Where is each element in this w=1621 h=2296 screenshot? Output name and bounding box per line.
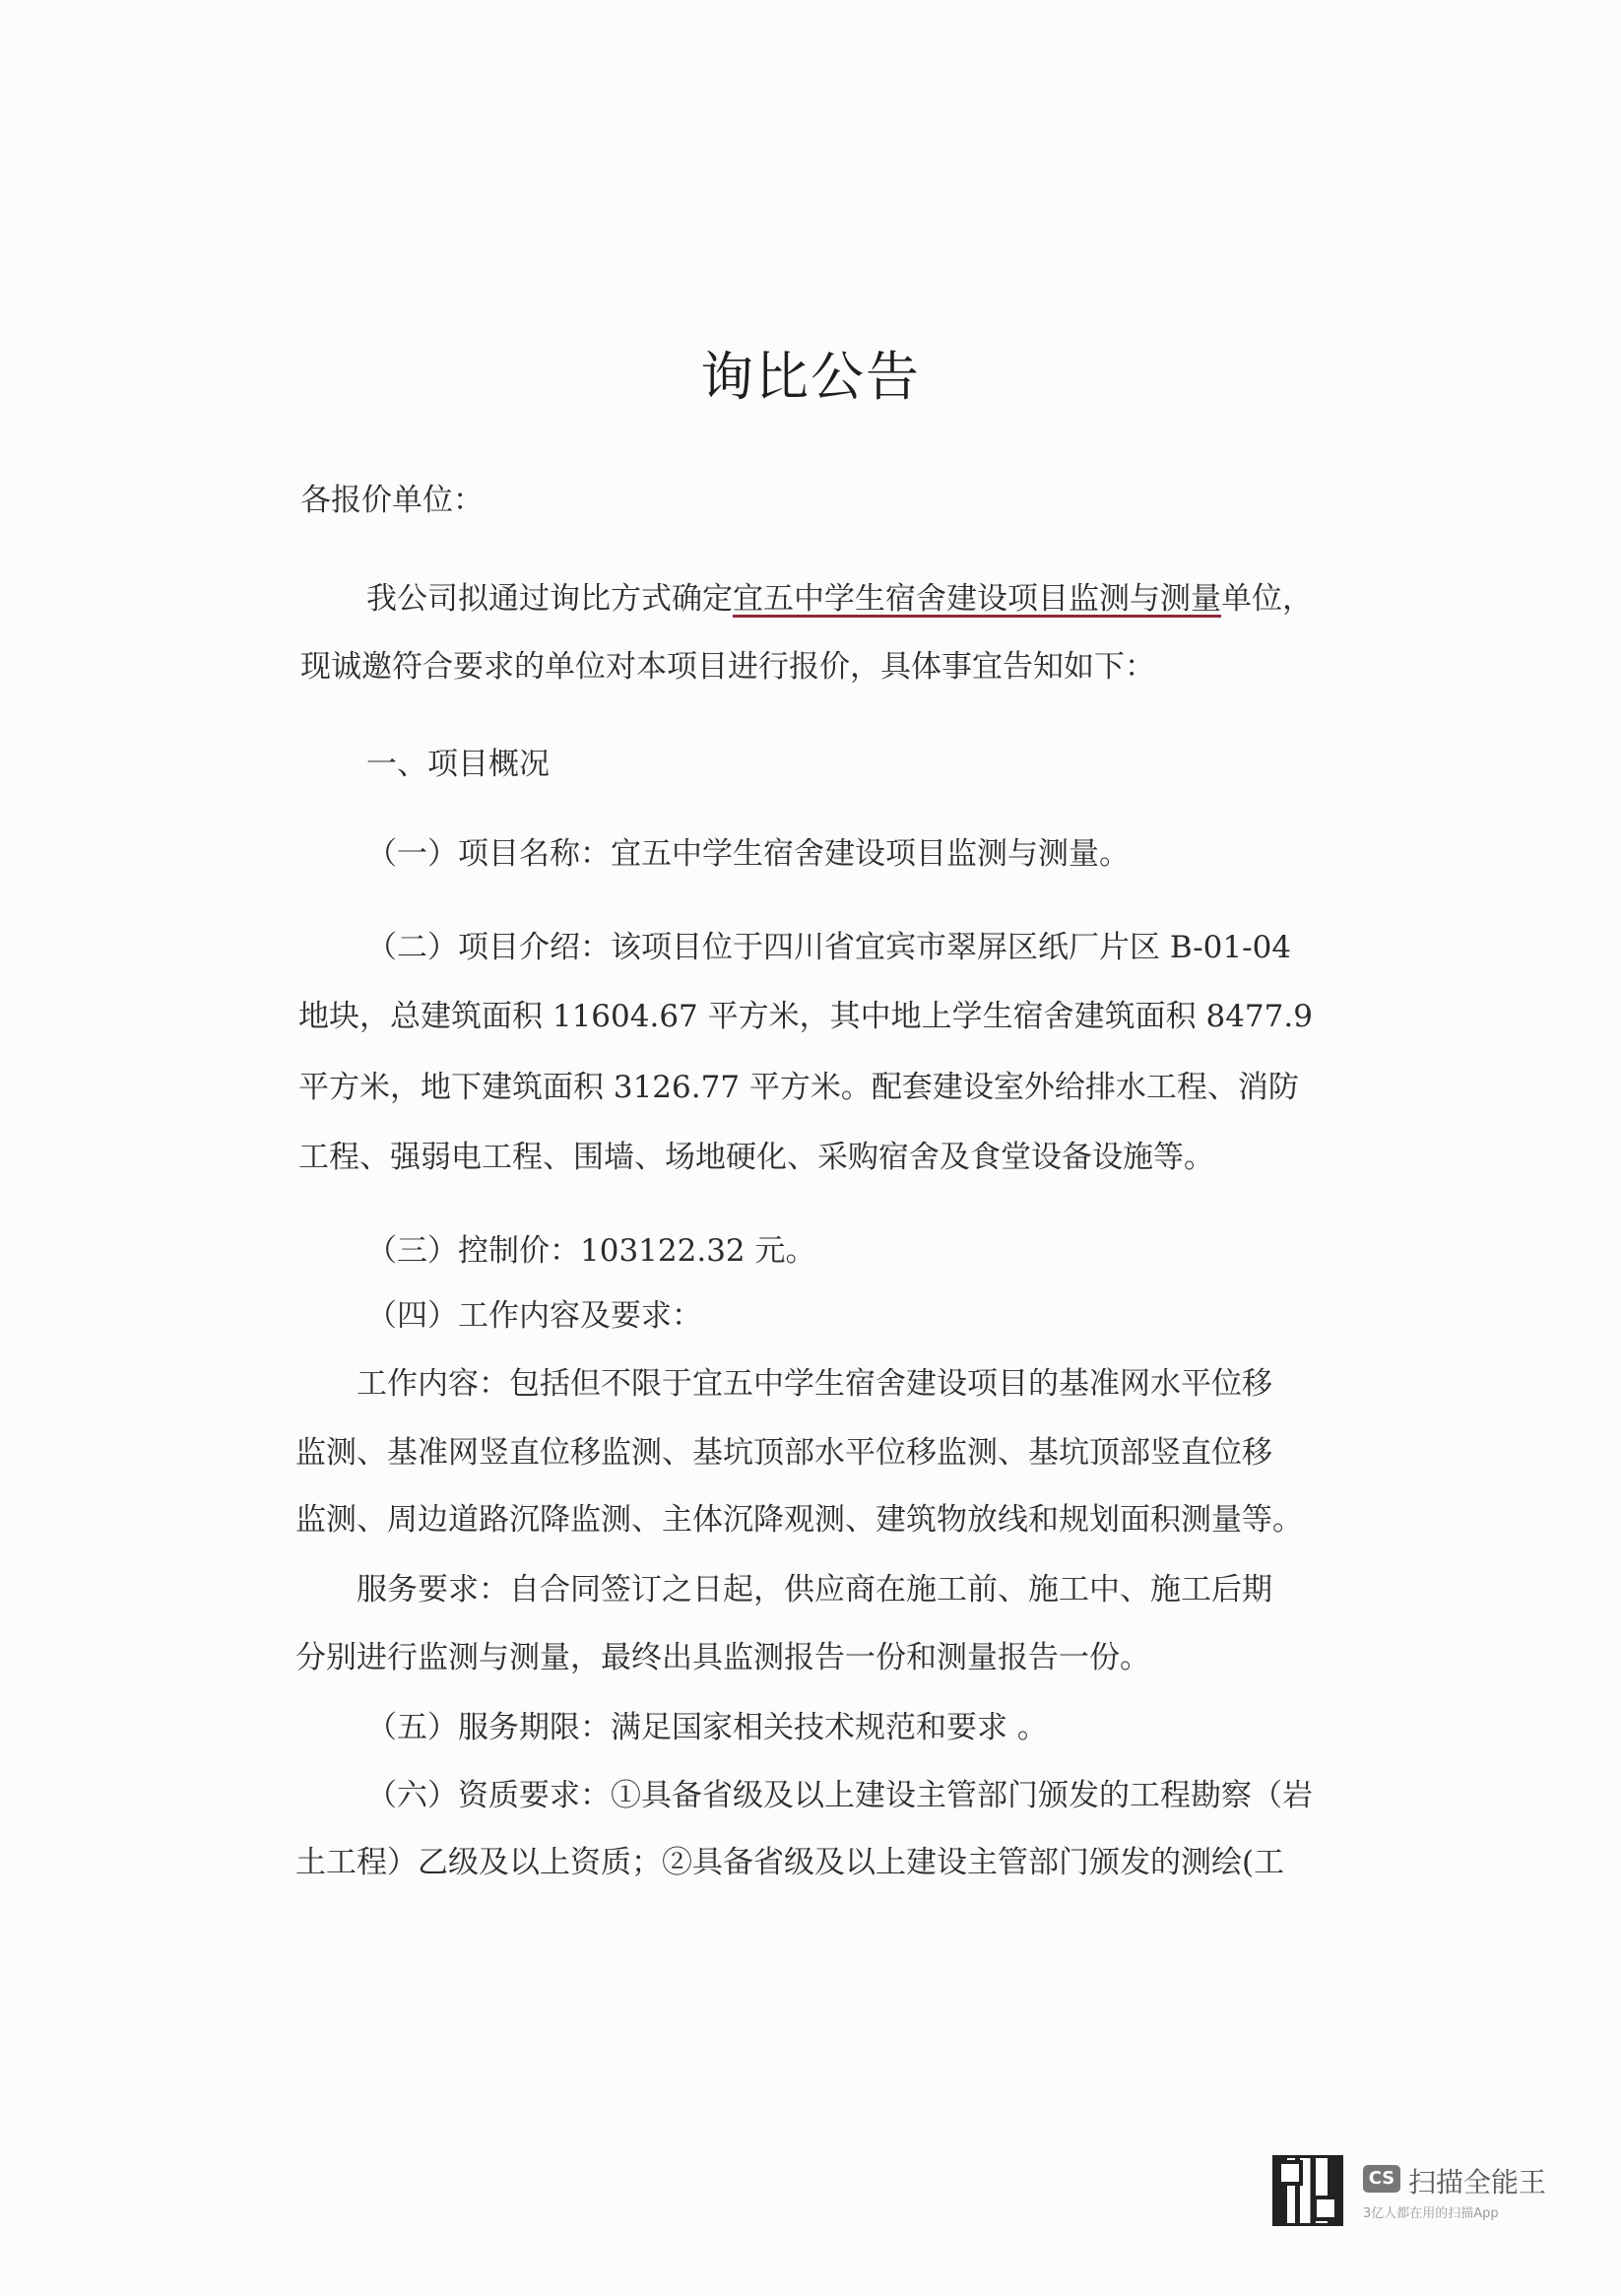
intro-line-2: 现诚邀符合要求的单位对本项目进行报价，具体事宜告知如下： bbox=[300, 649, 1155, 685]
item-intro-line-4: 工程、强弱电工程、围墙、场地硬化、采购宿舍及食堂设备设施等。 bbox=[298, 1140, 1214, 1175]
item-intro-line-2: 地块，总建筑面积 11604.67 平方米，其中地上学生宿舍建筑面积 8477.9 bbox=[298, 999, 1313, 1034]
service-line-2: 分别进行监测与测量，最终出具监测报告一份和测量报告一份。 bbox=[295, 1640, 1150, 1675]
item-intro-line-1: （二）项目介绍：该项目位于四川省宜宾市翠屏区纸厂片区 B-01-04 bbox=[366, 930, 1292, 965]
scanner-watermark bbox=[1272, 2155, 1568, 2234]
item-intro-line-3: 平方米，地下建筑面积 3126.77 平方米。配套建设室外给排水工程、消防 bbox=[298, 1070, 1299, 1105]
watermark-brand: 扫描全能王 bbox=[1408, 2166, 1547, 2198]
work-content-line-2: 监测、基准网竖直位移监测、基坑顶部水平位移监测、基坑顶部竖直位移 bbox=[295, 1435, 1272, 1471]
watermark-tagline: 3亿人都在用的扫描App bbox=[1363, 2206, 1499, 2221]
item-qualification-line-2: 土工程）乙级及以上资质；②具备省级及以上建设主管部门颁发的测绘(工 bbox=[295, 1845, 1285, 1880]
salutation: 各报价单位： bbox=[300, 483, 484, 518]
section-heading: 一、项目概况 bbox=[366, 747, 550, 782]
page-title: 询比公告 bbox=[700, 346, 921, 408]
intro-project-name: 宜五中学生宿舍建设项目监测与测量 bbox=[733, 581, 1221, 617]
cs-logo-icon: CS bbox=[1363, 2165, 1400, 2193]
intro-line-1 bbox=[366, 579, 1313, 619]
work-content-line-3: 监测、周边道路沉降监测、主体沉降观测、建筑物放线和规划面积测量等。 bbox=[295, 1502, 1303, 1538]
work-content-line-1: 工作内容：包括但不限于宜五中学生宿舍建设项目的基准网水平位移 bbox=[357, 1366, 1272, 1402]
intro-suffix: 单位， bbox=[1221, 581, 1313, 617]
item-work-heading: （四）工作内容及要求： bbox=[366, 1298, 702, 1334]
item-control-price: （三）控制价：103122.32 元。 bbox=[366, 1233, 816, 1269]
item-qualification-line-1: （六）资质要求：①具备省级及以上建设主管部门颁发的工程勘察（岩 bbox=[366, 1778, 1313, 1813]
item-project-name: （一）项目名称：宜五中学生宿舍建设项目监测与测量。 bbox=[366, 836, 1130, 872]
qr-code-icon bbox=[1272, 2155, 1343, 2226]
item-service-period: （五）服务期限：满足国家相关技术规范和要求 。 bbox=[366, 1710, 1048, 1745]
service-line-1: 服务要求：自合同签订之日起，供应商在施工前、施工中、施工后期 bbox=[357, 1572, 1272, 1607]
intro-prefix: 我公司拟通过询比方式确定 bbox=[366, 581, 733, 617]
